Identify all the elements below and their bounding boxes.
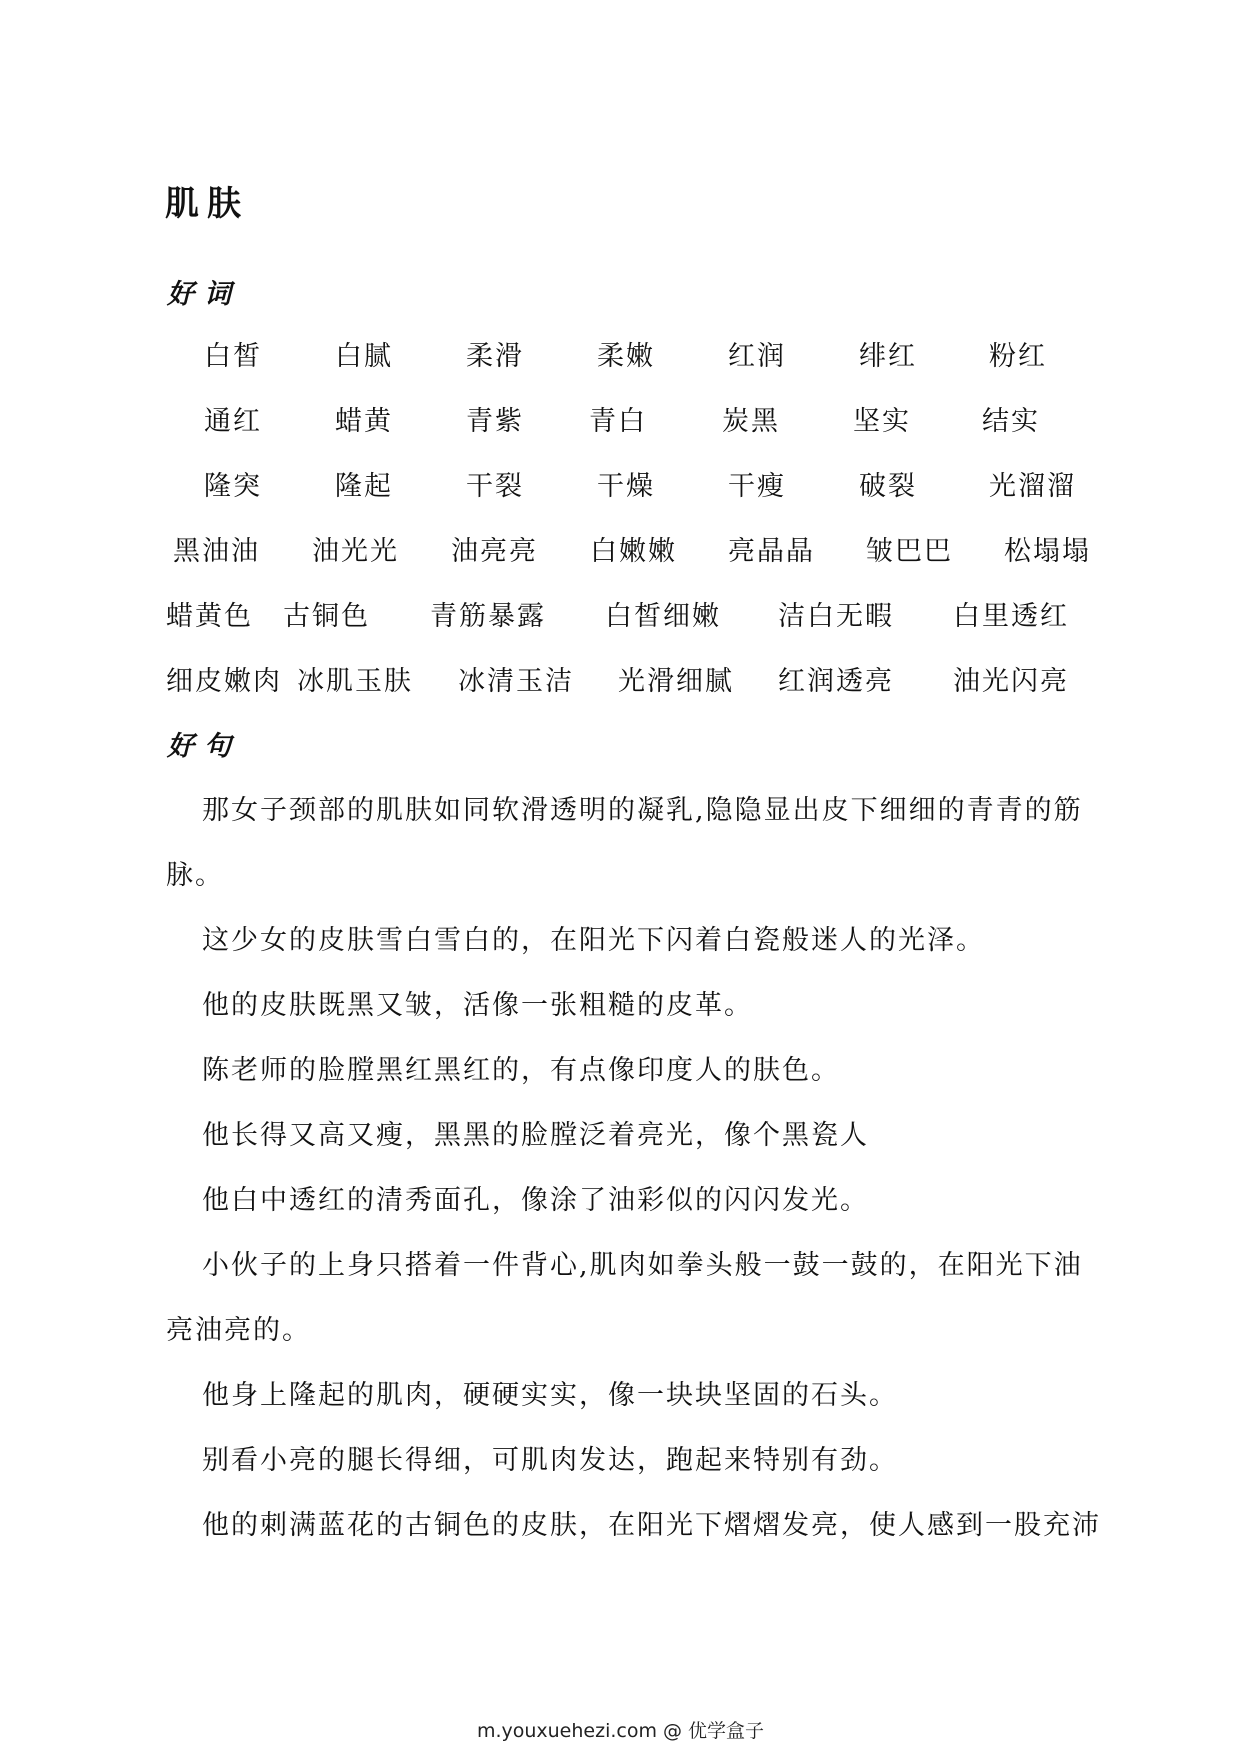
sentence-line: 他的刺满蓝花的古铜色的皮肤，在阳光下熠熠发亮，使人感到一股充沛 <box>202 1510 1101 1541</box>
page-title: 肌肤 <box>165 184 249 224</box>
word-item: 油光光 <box>312 536 399 567</box>
word-item: 绯红 <box>859 341 917 372</box>
sentence-line: 这少女的皮肤雪白雪白的，在阳光下闪着白瓷般迷人的光泽。 <box>202 925 985 956</box>
word-row <box>0 334 1241 374</box>
sentence-line: 小伙子的上身只搭着一件背心,肌肉如拳头般一鼓一鼓的，在阳光下油 <box>202 1250 1083 1281</box>
sentence-line: 他身上隆起的肌肉，硬硬实实，像一块块坚固的石头。 <box>202 1380 898 1411</box>
sentence-line: 他白中透红的清秀面孔，像涂了油彩似的闪闪发光。 <box>202 1185 869 1216</box>
word-item: 白皙 <box>204 341 262 372</box>
word-item: 粉红 <box>989 341 1047 372</box>
word-item: 坚实 <box>853 406 911 437</box>
sentence-line: 亮油亮的。 <box>166 1315 311 1346</box>
word-item: 柔滑 <box>466 341 524 372</box>
word-item: 光溜溜 <box>989 471 1076 502</box>
word-item: 炭黑 <box>722 406 780 437</box>
word-item: 柔嫩 <box>597 341 655 372</box>
word-item: 干裂 <box>466 471 524 502</box>
word-item: 破裂 <box>859 471 917 502</box>
word-item: 白腻 <box>335 341 393 372</box>
word-item: 油亮亮 <box>451 536 538 567</box>
word-item: 蜡黄色 <box>166 601 253 632</box>
footer-watermark: m.youxuehezi.com @ 优学盒子 <box>476 1720 765 1742</box>
word-item: 青紫 <box>466 406 524 437</box>
sentence-line: 脉。 <box>166 860 224 891</box>
sentence-line: 那女子颈部的肌肤如同软滑透明的凝乳,隐隐显出皮下细细的青青的筋 <box>202 795 1083 826</box>
word-item: 隆起 <box>335 471 393 502</box>
sentence-line: 他长得又高又瘦，黑黑的脸膛泛着亮光，像个黑瓷人 <box>202 1120 869 1151</box>
good-words-heading: 好词 <box>167 279 241 310</box>
word-row <box>0 529 1241 569</box>
sentence-line: 他的皮肤既黑又皱，活像一张粗糙的皮革。 <box>202 990 753 1021</box>
word-row <box>0 399 1241 439</box>
word-item: 古铜色 <box>283 601 370 632</box>
word-item: 结实 <box>982 406 1040 437</box>
sentence-line: 陈老师的脸膛黑红黑红的，有点像印度人的肤色。 <box>202 1055 840 1086</box>
sentence-line: 别看小亮的腿长得细，可肌肉发达，跑起来特别有劲。 <box>202 1445 898 1476</box>
word-item: 洁白无暇 <box>778 601 894 632</box>
word-item: 青筋暴露 <box>430 601 546 632</box>
word-item: 红润 <box>728 341 786 372</box>
word-item: 蜡黄 <box>335 406 393 437</box>
word-item: 干瘦 <box>728 471 786 502</box>
word-item: 光滑细腻 <box>618 666 734 697</box>
word-item: 亮晶晶 <box>728 536 815 567</box>
good-sentences-heading: 好句 <box>167 731 241 762</box>
word-row <box>0 464 1241 504</box>
word-item: 隆突 <box>204 471 262 502</box>
word-row <box>0 659 1241 699</box>
word-item: 皱巴巴 <box>866 536 953 567</box>
word-item: 白皙细嫩 <box>605 601 721 632</box>
word-item: 红润透亮 <box>778 666 894 697</box>
word-item: 白里透红 <box>953 601 1069 632</box>
word-item: 冰肌玉肤 <box>297 666 413 697</box>
word-item: 青白 <box>589 406 647 437</box>
word-item: 松塌塌 <box>1004 536 1091 567</box>
word-item: 白嫩嫩 <box>590 536 677 567</box>
word-item: 干燥 <box>597 471 655 502</box>
word-item: 油光闪亮 <box>953 666 1069 697</box>
word-item: 黑油油 <box>173 536 260 567</box>
word-item: 通红 <box>204 406 262 437</box>
word-item: 细皮嫩肉 <box>166 666 282 697</box>
word-row <box>0 594 1241 634</box>
word-item: 冰清玉洁 <box>458 666 574 697</box>
